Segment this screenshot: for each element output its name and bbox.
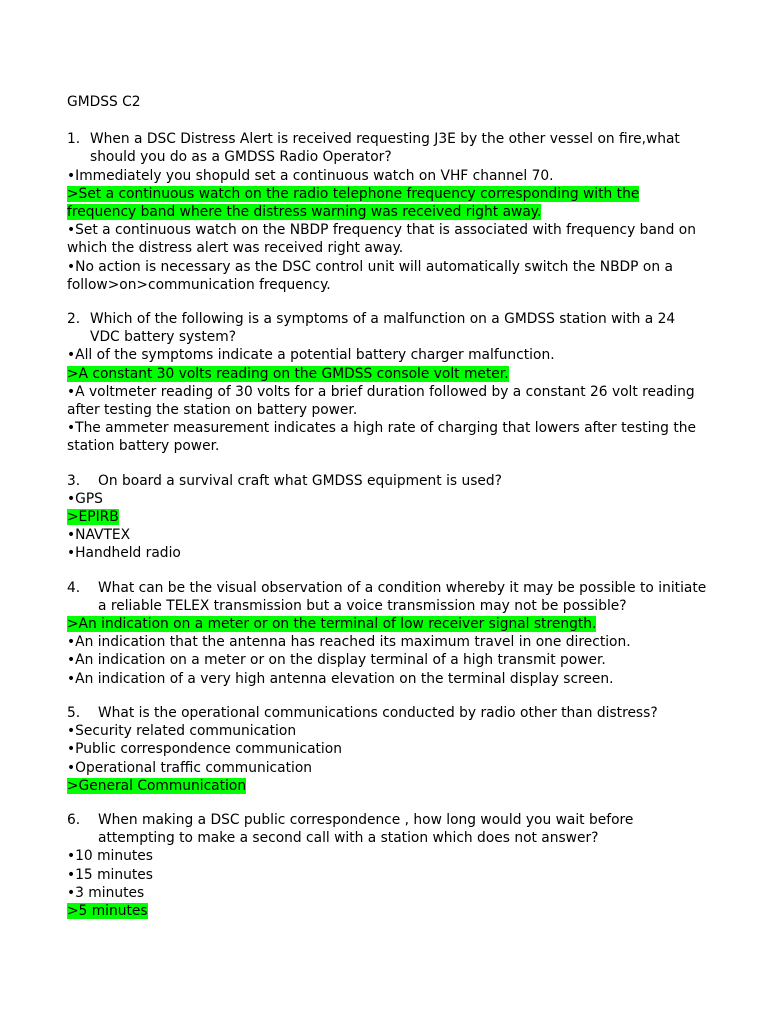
question-text-line [67, 472, 707, 490]
answer-option [67, 670, 707, 688]
option-text: •Public correspondence communication [67, 741, 342, 758]
answer-option [67, 258, 707, 294]
answer-option [67, 651, 707, 669]
answer-option [67, 759, 707, 777]
question-text: When a DSC Distress Alert is received requesting J3E by the other vessel on fire,what should you do as a GMDSS Radio Operator? [90, 131, 680, 166]
option-text: •3 minutes [67, 884, 145, 901]
option-text: •Immediately you shopuld set a continuous watch on VHF channel 70. [67, 167, 554, 184]
option-text: •15 minutes [67, 866, 153, 883]
question-text: Which of the following is a symptoms of a malfunction on a GMDSS station with a 24 VDC battery system? [90, 311, 676, 346]
highlighted-answer: >EPIRB [67, 509, 119, 526]
answer-option-correct [67, 365, 707, 383]
option-text: •No action is necessary as the DSC control unit will automatically switch the NBDP on a follow>on>communication frequency. [67, 258, 673, 293]
answer-option [67, 722, 707, 740]
answer-option [67, 419, 707, 455]
question-text-line [67, 130, 707, 166]
option-text: •Handheld radio [67, 545, 181, 562]
question-text: On board a survival craft what GMDSS equipment is used? [98, 472, 502, 489]
answer-option [67, 221, 707, 257]
question-5 [67, 704, 707, 795]
option-text: •The ammeter measurement indicates a high rate of charging that lowers after testing the station battery power. [67, 420, 696, 455]
answer-option [67, 544, 707, 562]
question-text: When making a DSC public correspondence , how long would you wait before attempting to make a second call with a station which does not answer? [98, 811, 634, 847]
question-number: 3. [67, 472, 81, 489]
question-text-line [67, 310, 707, 346]
question-2 [67, 310, 707, 456]
option-text: •All of the symptoms indicate a potential battery charger malfunction. [67, 347, 555, 364]
question-text: What is the operational communications conducted by radio other than distress? [98, 704, 658, 721]
answer-option-correct [67, 777, 707, 795]
question-text: What can be the visual observation of a condition whereby it may be possible to initiate a reliable TELEX transmission but a voice transmission may not be possible? [98, 579, 707, 614]
question-number: 5. [67, 704, 81, 721]
answer-option [67, 526, 707, 544]
option-text: •GPS [67, 490, 103, 507]
answer-option [67, 383, 707, 419]
option-text: •Operational traffic communication [67, 759, 313, 776]
option-text: •10 minutes [67, 848, 153, 865]
question-6 [67, 811, 707, 920]
answer-option-correct [67, 615, 707, 633]
document-title: GMDSS C2 [67, 94, 141, 110]
question-text-line [67, 579, 707, 615]
highlighted-answer: >General Communication [67, 777, 247, 794]
answer-option [67, 490, 707, 508]
document-page [67, 93, 707, 936]
answer-option-correct [67, 902, 707, 920]
answer-option [67, 346, 707, 364]
highlighted-answer: >5 minutes [67, 902, 148, 919]
question-number: 2. [67, 311, 81, 328]
question-text-line [67, 704, 707, 722]
question-text-line [67, 811, 707, 847]
highlighted-answer: >Set a continuous watch on the radio telephone frequency corresponding with the frequency band where the distress warning was received right away. [67, 185, 640, 221]
question-number: 4. [67, 579, 81, 596]
question-4 [67, 579, 707, 688]
option-text: •An indication on a meter or on the display terminal of a high transmit power. [67, 652, 606, 669]
option-text: •NAVTEX [67, 527, 131, 544]
answer-option-correct [67, 508, 707, 526]
option-text: •Set a continuous watch on the NBDP frequency that is associated with frequency band on which the distress alert was received right away. [67, 222, 696, 257]
answer-option [67, 633, 707, 651]
question-3 [67, 472, 707, 563]
highlighted-answer: >A constant 30 volts reading on the GMDSS console volt meter. [67, 365, 509, 382]
answer-option [67, 884, 707, 902]
answer-option [67, 847, 707, 865]
highlighted-answer: >An indication on a meter or on the terminal of low receiver signal strength. [67, 616, 597, 633]
option-text: •An indication of a very high antenna elevation on the terminal display screen. [67, 670, 614, 687]
answer-option [67, 167, 707, 185]
question-1 [67, 130, 707, 294]
option-text: •Security related communication [67, 723, 297, 740]
question-number: 1. [67, 131, 81, 148]
answer-option-correct [67, 185, 707, 221]
answer-option [67, 866, 707, 884]
question-number: 6. [67, 811, 81, 828]
option-text: •A voltmeter reading of 30 volts for a brief duration followed by a constant 26 volt reading after testing the station on battery power. [67, 383, 695, 419]
option-text: •An indication that the antenna has reached its maximum travel in one direction. [67, 634, 631, 651]
answer-option [67, 740, 707, 758]
